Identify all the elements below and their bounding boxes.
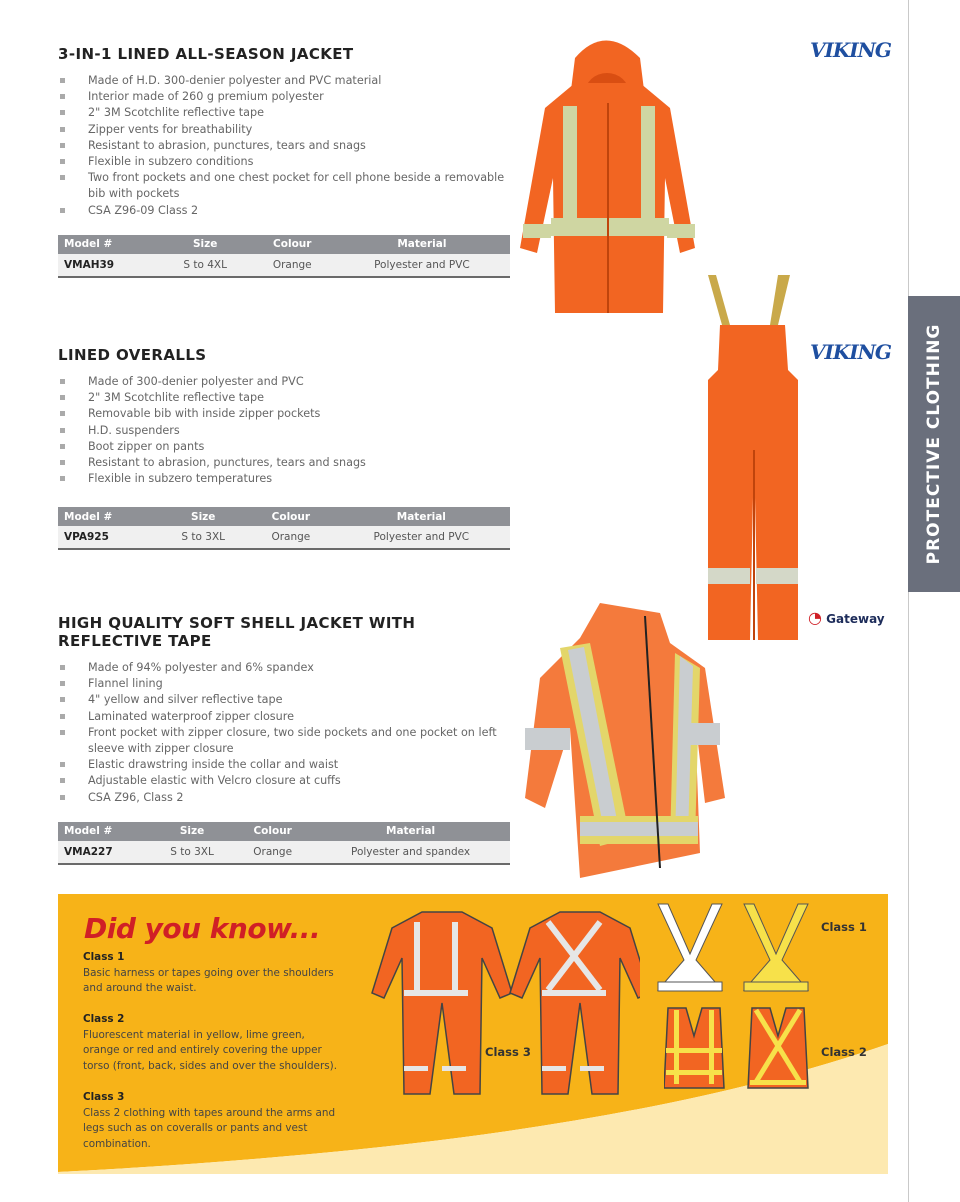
feature-item: 4" yellow and silver reflective tape: [58, 692, 510, 708]
product-title: LINED OVERALLS: [58, 346, 207, 364]
class-heading: Class 1: [83, 951, 125, 963]
product-section-2: [58, 346, 510, 550]
product-section-1: [58, 45, 510, 278]
table-row: [58, 841, 510, 864]
class-heading: Class 3: [83, 1091, 125, 1103]
viking-logo: [810, 38, 891, 62]
class-2-vest-diagram: [664, 1006, 814, 1091]
col-material: Material: [311, 822, 510, 841]
soft-shell-jacket-image: [520, 598, 730, 883]
class-3-description: [83, 1090, 338, 1152]
cell-material: Polyester and spandex: [311, 841, 510, 864]
gateway-logo-text: Gateway: [826, 612, 885, 626]
feature-item: Boot zipper on pants: [58, 439, 510, 455]
feature-item: Laminated waterproof zipper closure: [58, 709, 510, 725]
viking-logo: [810, 340, 891, 364]
did-you-know-panel: [58, 894, 888, 1174]
class-2-label: Class 2: [821, 1045, 867, 1059]
class-1-description: [83, 950, 338, 997]
gateway-swirl-icon: ◔: [808, 608, 822, 627]
table-row: [58, 254, 510, 277]
spec-table: [58, 822, 510, 865]
col-material: Material: [333, 507, 510, 526]
product-title: HIGH QUALITY SOFT SHELL JACKET WITH REFLECTIVE TAPE: [58, 614, 416, 650]
cell-model: VMA227: [58, 841, 150, 864]
col-material: Material: [334, 235, 510, 254]
feature-item: Flexible in subzero conditions: [58, 154, 510, 170]
feature-item: Front pocket with zipper closure, two side pockets and one pocket on left sleeve with zipper closure: [58, 725, 510, 757]
feature-item: CSA Z96-09 Class 2: [58, 203, 510, 219]
feature-item: Made of 94% polyester and 6% spandex: [58, 660, 510, 676]
cell-model: VMAH39: [58, 254, 160, 277]
class-3-coveralls-diagram: [370, 908, 640, 1098]
cell-size: S to 4XL: [160, 254, 251, 277]
feature-list: [58, 660, 510, 806]
product-title: 3-IN-1 LINED ALL-SEASON JACKET: [58, 45, 354, 63]
col-model: Model #: [58, 507, 157, 526]
viking-logo-text: VIKING: [810, 340, 891, 364]
right-margin-rule: [908, 0, 960, 1202]
cell-colour: Orange: [234, 841, 311, 864]
class-text: Basic harness or tapes going over the shoulders and around the waist.: [83, 966, 334, 995]
feature-item: Adjustable elastic with Velcro closure at cuffs: [58, 773, 510, 789]
cell-colour: Orange: [249, 526, 333, 549]
class-1-label: Class 1: [821, 920, 867, 934]
lined-jacket-image: [515, 28, 700, 318]
feature-item: Two front pockets and one chest pocket for cell phone beside a removable bib with pockets: [58, 170, 510, 202]
lined-overalls-image: [700, 270, 805, 642]
col-size: Size: [150, 822, 234, 841]
feature-list: [58, 73, 510, 219]
section-tab-label: PROTECTIVE CLOTHING: [924, 323, 944, 565]
cell-colour: Orange: [251, 254, 334, 277]
feature-item: Resistant to abrasion, punctures, tears and snags: [58, 138, 510, 154]
class-3-label: Class 3: [485, 1045, 531, 1059]
gateway-logo: [808, 608, 885, 627]
feature-item: Made of H.D. 300-denier polyester and PVC material: [58, 73, 510, 89]
class-text: Fluorescent material in yellow, lime green, orange or red and entirely covering the upper torso (front, back, sides and over the shoulders).: [83, 1028, 337, 1072]
viking-logo-text: VIKING: [810, 38, 891, 62]
feature-item: Made of 300-denier polyester and PVC: [58, 374, 510, 390]
section-tab: [908, 296, 960, 592]
cell-size: S to 3XL: [150, 841, 234, 864]
col-size: Size: [160, 235, 251, 254]
feature-item: Resistant to abrasion, punctures, tears and snags: [58, 455, 510, 471]
feature-item: CSA Z96, Class 2: [58, 790, 510, 806]
col-model: Model #: [58, 235, 160, 254]
feature-item: H.D. suspenders: [58, 423, 510, 439]
cell-material: Polyester and PVC: [334, 254, 510, 277]
col-colour: Colour: [249, 507, 333, 526]
feature-item: Zipper vents for breathability: [58, 122, 510, 138]
feature-item: 2" 3M Scotchlite reflective tape: [58, 390, 510, 406]
did-you-know-title: Did you know...: [84, 912, 321, 945]
spec-table: [58, 235, 510, 278]
class-heading: Class 2: [83, 1013, 125, 1025]
table-row: [58, 526, 510, 549]
feature-item: 2" 3M Scotchlite reflective tape: [58, 105, 510, 121]
col-colour: Colour: [234, 822, 311, 841]
cell-size: S to 3XL: [157, 526, 249, 549]
feature-item: Removable bib with inside zipper pockets: [58, 406, 510, 422]
class-2-description: [83, 1012, 338, 1074]
col-size: Size: [157, 507, 249, 526]
col-model: Model #: [58, 822, 150, 841]
spec-table: [58, 507, 510, 550]
class-text: Class 2 clothing with tapes around the arms and legs such as on coveralls or pants and vest combination.: [83, 1106, 336, 1150]
feature-item: Flannel lining: [58, 676, 510, 692]
feature-item: Elastic drawstring inside the collar and waist: [58, 757, 510, 773]
product-section-3: [58, 614, 510, 865]
feature-item: Flexible in subzero temperatures: [58, 471, 510, 487]
col-colour: Colour: [251, 235, 334, 254]
feature-list: [58, 374, 510, 487]
feature-item: Interior made of 260 g premium polyester: [58, 89, 510, 105]
class-1-harness-diagram: [654, 900, 814, 995]
cell-model: VPA925: [58, 526, 157, 549]
cell-material: Polyester and PVC: [333, 526, 510, 549]
